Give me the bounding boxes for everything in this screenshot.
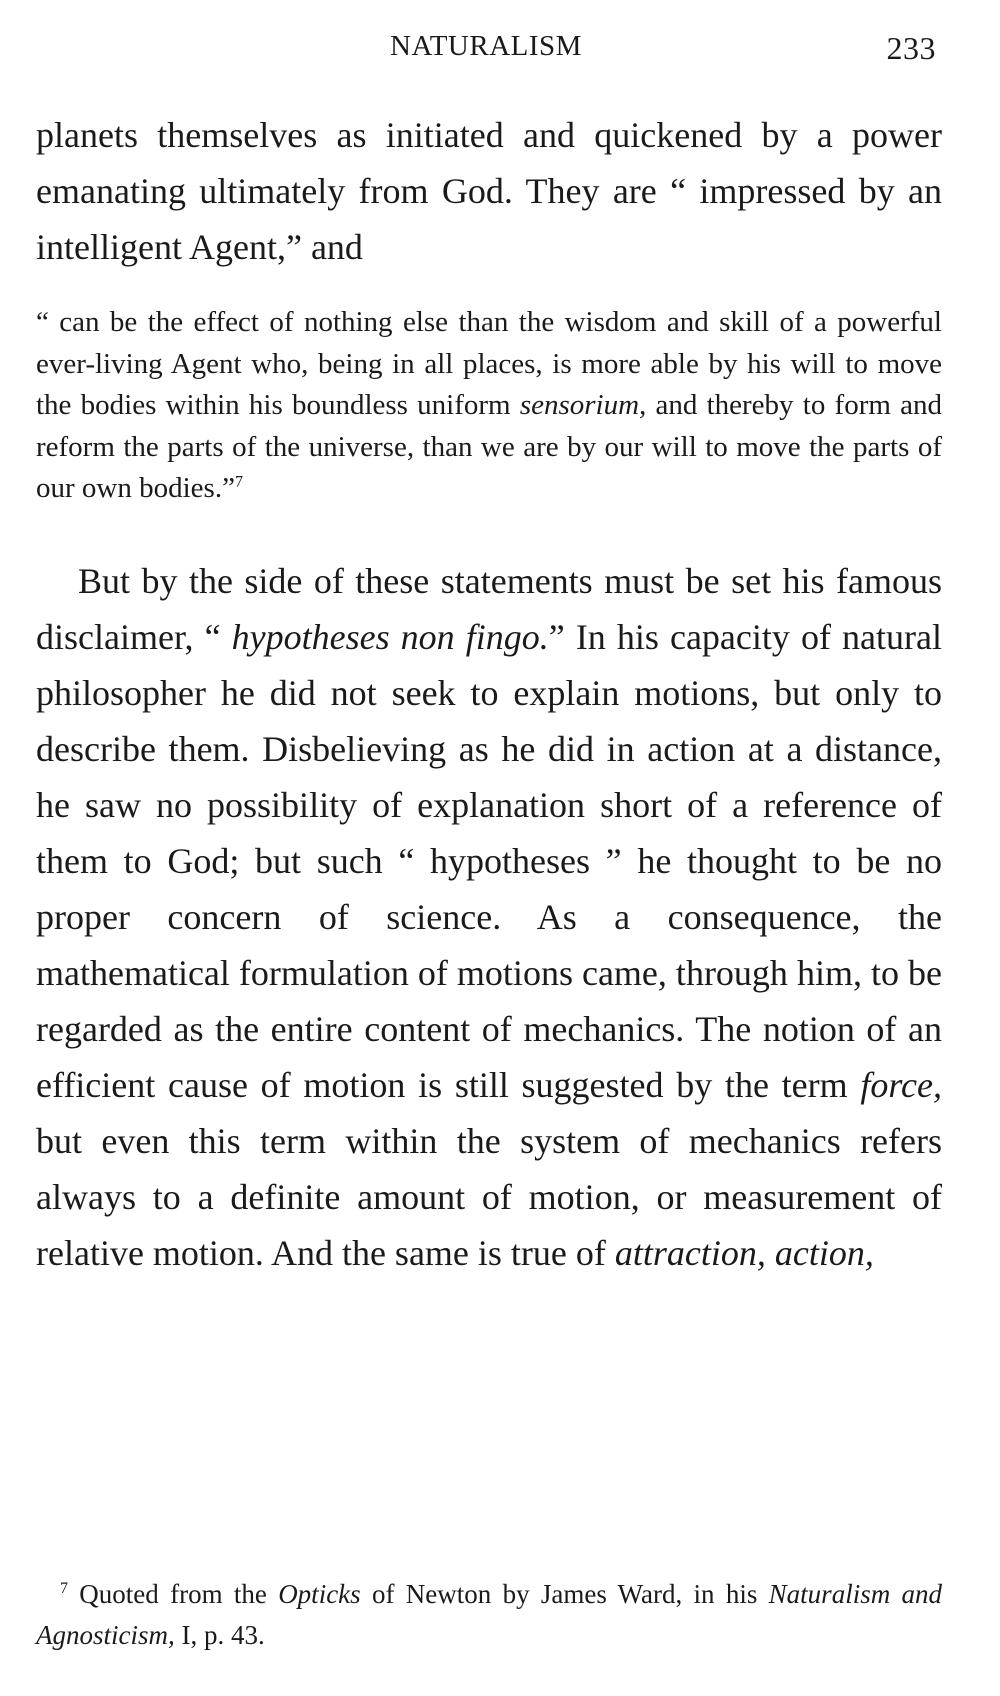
paragraph-2-italic-attraction: attraction, action, [614,1233,874,1273]
quote-text-1: “ can be the effect of nothing else than the wisdom and skill of a powerful ever-living Agent who, being in all places, is more able by his will to move the bodies within his boundless uniform [36,306,942,421]
footnote-marker: 7 [60,1580,68,1597]
paragraph-2-text-2: ” In his capacity of natural philosopher he did not seek to explain motions, but only to describe them. Disbelieving as he did in action at a distance, he saw no possibility of explanation short of a reference of them to God; but such “ hypotheses ” he thought to be no proper concern of science. As a consequence, the mathematical formulation of motions came, through him, to be regarded as the entire content of mechanics. The notion of an efficient cause of motion is still suggested by the term [36,617,942,1105]
footnote-italic-book-title: Naturalism and Agnosticism, [36,1579,943,1650]
quote-italic-sensorium: sensorium, [519,389,647,421]
paragraph-1-text: planets themselves as initiated and quickened by a power emanating ultimately from God. They are “ impressed by an intelligent Agent,” and [36,115,942,267]
quote-text-2: and thereby to form and reform the parts of the universe, than we are by our will to move the parts of our own bodies.” [36,389,942,504]
paragraph-2-italic-hypotheses: hypotheses non fingo. [231,617,549,657]
paragraph-2-text-3: but even this term within the system of mechanics refers always to a definite amount of motion, or measurement of relative motion. And the same is true of [36,1121,942,1273]
block-quote [36,302,942,510]
quote-footnote-marker: 7 [234,473,243,491]
paragraph-1 [36,107,942,275]
running-head-title: NATURALISM [390,30,582,62]
page-number: 233 [886,30,936,66]
footnote [36,1574,942,1656]
footnote-text-2: of Newton by James Ward, in his [360,1579,769,1609]
footnote-text-3: I, p. 43. [174,1620,265,1650]
paragraph-2 [36,553,942,1281]
paragraph-2-italic-force: force, [860,1065,942,1105]
footnote-italic-opticks: Opticks [278,1579,361,1609]
running-head [36,30,936,74]
footnote-text-1: Quoted from the [68,1579,279,1609]
paragraph-2-text-1: But by the side of these statements must be set his famous disclaimer, “ [36,561,942,657]
